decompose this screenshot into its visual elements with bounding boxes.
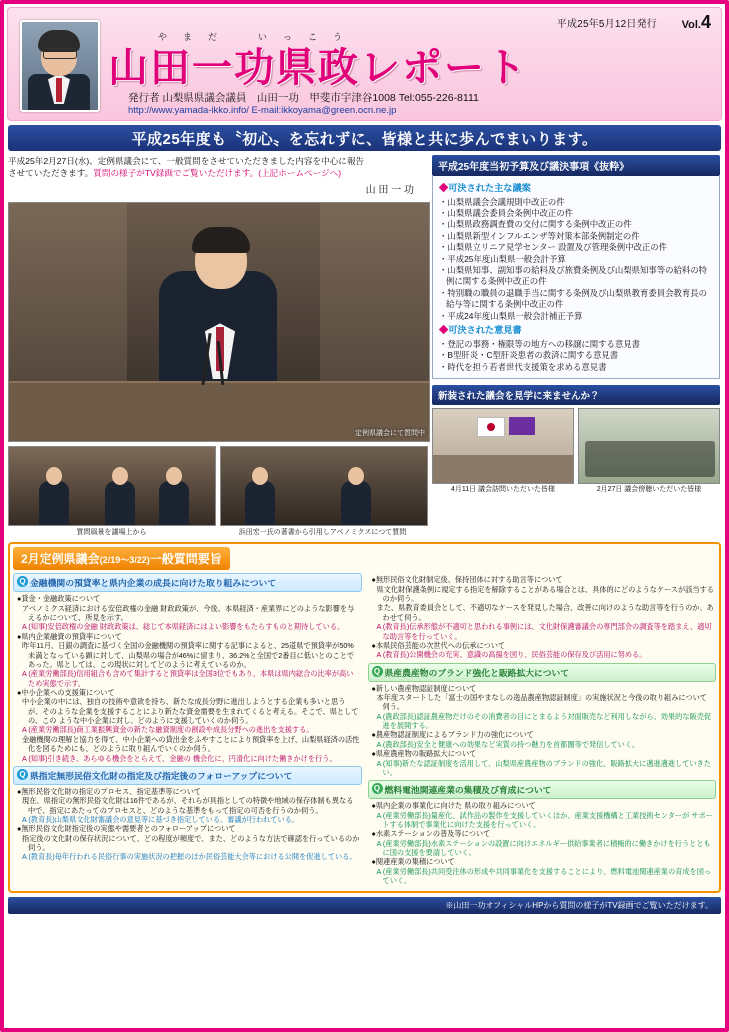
main-photo-caption: 定例県議会にて質問中 (355, 430, 425, 438)
portrait-photo (20, 20, 100, 112)
q-line: 現在、県指定の無形民俗文化財は16件であるが、それらが具指としての特徴や地域の保存体制も異なる中で、指定にあたってのプロセスと、どのような基準をもって指定の可否を行うのか伺う。 (22, 796, 354, 815)
question-title: Q 県指定無形民俗文化財の指定及び指定後のフォローアップについて (13, 766, 362, 785)
q-line: ●県内企業融資の預貸率について (17, 631, 122, 641)
photo-abenomics-question (220, 446, 428, 526)
intro-line-2 (8, 167, 428, 179)
q-answer: A (産業労働部長)水素ステーションの設置に向けエネルギー供給事業者に積極的に働きかけを行うとともに国の支援を要請していく。 (376, 838, 711, 858)
left-column (8, 155, 428, 537)
volume-badge (682, 12, 711, 33)
visit-box-title: 新装された議会を見学に来ませんか？ (432, 385, 720, 405)
q-line: アベノミクス経済における安倍政権の金融 財政政策が、今後、本県経済・産業界にどのような影響を与えるかについて、所見を示す。 (22, 603, 355, 623)
budget-box (432, 176, 720, 379)
q-line: ●無形民俗文化財の指定のプロセス、指定基準等について (17, 786, 202, 796)
q-line: ●県内企業の事業化に向けた 県の取り組みについて (371, 801, 536, 811)
opinion-item: ・B型肝炎・C型肝炎患者の救済に関する意見書 (439, 350, 619, 361)
question-title: Q 県産農産物のブランド強化と販路拡大について (368, 663, 717, 682)
budget-item: ・平成24年度山梨県一般会計補正予算 (439, 310, 583, 321)
q-line: 中小企業の中には、独自の技術や意欲を持ち、新たな成長分野に進出しようとする企業も多いと思うが、そのような企業を支援することにより新たな資金需要を生まれてくると考える。そこで、県としての、この ような中小企業に対し、どのように支援していくのか伺う。 (22, 697, 359, 726)
q-answer: A (知事)引き続き、あらゆる機会をとらえて、金融の 機会化に、円滑化に向けた働きかけを行う。 (22, 753, 337, 763)
budget-item: ・山梨県政務調査費の交付に関する条例中改正の件 (439, 219, 632, 230)
visit-caption-right: 2月27日 議会傍聴いただいた皆様 (596, 485, 702, 493)
budget-item: ・山梨県議会会議規則中改正の件 (439, 196, 565, 207)
q-line: ●本県民俗芸能の次世代への伝承について (371, 640, 506, 650)
q-line: ●中小企業への支援策について (17, 688, 115, 697)
q-line: ●県産農産物の販路拡大について (371, 749, 477, 759)
masthead (7, 7, 722, 121)
q-line: 金融機関の理解と協力を得て、中小企業への貸出金をふやすことにより預貸率を上げ、山梨県経済の活性化を図るためにも、どのように取り組んでいくのか伺う。 (22, 734, 360, 754)
issue-date: 平成25年5月12日発行 (556, 19, 657, 30)
section-heading-main: 2月定例県議会 (21, 552, 100, 567)
footer-note: ※山田一功オフィシャルHPから質問の様子がTV録画でご覧いただけます。 (8, 897, 721, 914)
question-body (13, 787, 362, 865)
q-line: 指定後の文化財の保存状況について、どの程度が頻度で、また、どのような方法で確認を行っているのか伺う。 (22, 833, 360, 853)
budget-box-title: 平成25年度当初予算及び議決事項《抜粋》 (432, 155, 720, 176)
intro-highlight: 質問の様子がTV録画でご覧いただけます。(上記ホームページへ) (93, 168, 342, 179)
q-answer: A (教育長)伝承形態が不適切と思われる事例には、文化財保護審議会の専門部会の調査等を踏まえ、適切な助言等を行っていく。 (376, 622, 712, 641)
q-line: ●農産物認証制度によるブランド力の強化について (371, 730, 534, 740)
photo-caption-left: 質問風景を議場上から (76, 529, 147, 537)
budget-subhead-2-text: 可決された意見書 (448, 325, 522, 336)
q-line: ●無形民俗文化財制定後、保持団体に対する助言等について (371, 575, 563, 585)
website-email-line[interactable]: http://www.yamada-ikko.info/ E-mail:ikkoyama@green.ocn.ne.jp (128, 105, 397, 116)
question-body (13, 594, 362, 765)
photo-group-visitors (578, 408, 720, 484)
intro-text (8, 155, 428, 198)
q-answer: A (教育長)山梨県文化財審議会の意見等に基づき指定している。審議が行われている。 (22, 814, 300, 824)
opinion-item: ・時代を担う若者世代支援策を求める意見書 (439, 361, 607, 372)
page-title: 山田一功県政レポート (108, 44, 528, 91)
q-answer: A (産業労働部長)量産化、試作品の製作を支援していくほか、産業支援機構と工業技術センターが サポートする体制で事業化に向けた支援を行っていく。 (376, 810, 713, 829)
budget-item: ・特別職の職員の退職手当に関する条例及び山梨県教育委員会教育長の給与等に関する条例中改正の件 (439, 287, 707, 310)
q-line: 本年度スタートした「富士の国やまなしの逸品農産物認証制度」の実施状況と今後の取り組みについて伺う。 (376, 693, 707, 712)
q-answer: A (知事)新たな認証制度を活用して、山梨県産農産物のブランドの強化、販路拡大に邁進邁進していきたい。 (376, 758, 711, 777)
budget-item: ・山梨県議会委員会条例中改正の件 (439, 207, 573, 218)
question-body-continued (368, 573, 717, 662)
volume-number: 4 (700, 12, 711, 32)
q-line: また、県教育委員会として、不適切なケースを発見した場合、改善に向けのような助言等を行うのか、あわせて伺う。 (376, 603, 714, 622)
question-title: Q 燃料電池関連産業の集積及び育成について (368, 780, 717, 799)
q-line: 県文化財保護条例に規定する指定を解除することがある場合とは、具体的にどのようなケースが該当するのか伺う。 (376, 584, 714, 604)
question-column-left (13, 573, 362, 888)
budget-item: ・山梨県新型インフルエンザ等対策本部条例制定の件 (439, 230, 640, 241)
q-line: ●新しい農産物認証制度について (371, 683, 477, 693)
q-answer: A (農政部長)安全と健康への効果など実質の持つ魅力を首都圏等で発信していく。 (376, 739, 640, 749)
q-answer: A (教育長)毎年行われる民俗行事の実施状況の把握のほか民俗芸能大会等における公開を促進している。 (22, 852, 357, 862)
opinion-item: ・登記の事務・権限等の地方への移譲に関する意見書 (439, 338, 640, 349)
q-answer: A (農政部長)認証農産物だけのその消費者の目にとまるよう対面販売など利用しながら、効果的な販売促進を展開する。 (376, 711, 712, 731)
budget-item: ・山梨県知事、副知事の給料及び旅費条例及び山梨県知事等の給料の特例に関する条例中改正の件 (439, 265, 707, 287)
signature: 山 田 一 功 (365, 184, 414, 196)
slogan-banner: 平成25年度も〝初心〟を忘れずに、皆様と共に歩んでまいります。 (8, 125, 721, 151)
budget-item: ・山梨県立リニア見学センター 設置及び管理条例中改正の件 (439, 242, 667, 253)
main-photo (8, 202, 430, 442)
q-answer: A (教育長)公開機会の充実、意識の高揚を図り、民俗芸能の保存及び活用に努める。 (376, 650, 647, 660)
q-answer: A (産業労働部長)共同受注体の形成や共同事業化を支援することにより、燃料電池関連産業の育成を図っていく。 (376, 866, 712, 886)
intro-line-2-text: させていただきます。 (8, 168, 94, 179)
section-heading (13, 547, 230, 570)
volume-label: Vol. (681, 19, 701, 31)
intro-line-1: 平成25年2月27日(水)、定例県議会にて、一般質問をさせていただきました内容を中心に報告 (8, 156, 365, 166)
q-line: ●水素ステーションの普及等について (371, 829, 491, 839)
budget-subhead-1: ◆可決された主な議案 (439, 183, 531, 193)
photo-assembly-from-above (8, 446, 216, 526)
budget-subhead-2: ◆可決された意見書 (439, 325, 522, 336)
right-column (432, 155, 720, 537)
visit-caption-left: 4月11日 議会訪問いただいた皆様 (450, 485, 556, 493)
q-line: ●貸金・金融政策について (17, 594, 101, 604)
question-body (368, 801, 717, 888)
budget-item: ・平成25年度山梨県一般会計予算 (439, 253, 566, 264)
section-heading-tail: 一般質問要旨 (149, 552, 222, 567)
section-heading-sub: (2/19〜3/22) (99, 555, 150, 566)
photo-assembly-hall (432, 408, 574, 484)
q-answer: A (産業労働部長)信用組合も含めて集計すると預貸率は全国3位でもあり、本県は県内総合の比率が高いため実態で示す。 (22, 669, 354, 688)
photo-caption-right: 浜田宏一氏の著書から引用しアベノミクスにつて質問 (238, 529, 407, 537)
q-line: 昨年11月、日銀の調査に基づく全国の金融機関の預貸率に関する記事によると、25道県で預貸率が50%未満となっている顕に対して、山梨県の場合が46%に留まり、36.2%と全国で2番目に低いとのことであった。県としては、この現状に対してどのように考えているのか。 (22, 641, 355, 669)
q-line: ●関連産業の集積について (371, 857, 455, 867)
question-title: Q 金融機関の預貸率と県内企業の成長に向けた取り組みについて (13, 573, 362, 592)
general-question-section (8, 542, 721, 893)
q-answer: A (知事)安倍政権の金融 財政政策は、総じて本県経済にはよい影響をもたらすものと期待している。 (22, 622, 345, 632)
question-body (368, 684, 717, 781)
q-line: ●無形民俗文化財指定後の実態や需要者とのフォローアップについて (17, 824, 236, 834)
question-column-right (368, 573, 717, 888)
q-answer: A (産業労働部長)商工業振興資金の新たな融資制度の創設や成長分野への進出を支援する。 (22, 725, 314, 735)
title-furigana: やまだ いっこう (158, 32, 359, 42)
budget-subhead-1-text: 可決された主な議案 (448, 183, 531, 193)
publisher-line: 発行者 山梨県県議会議員 山田一功 甲斐市宇津谷1008 Tel:055-226-8111 (128, 92, 479, 104)
